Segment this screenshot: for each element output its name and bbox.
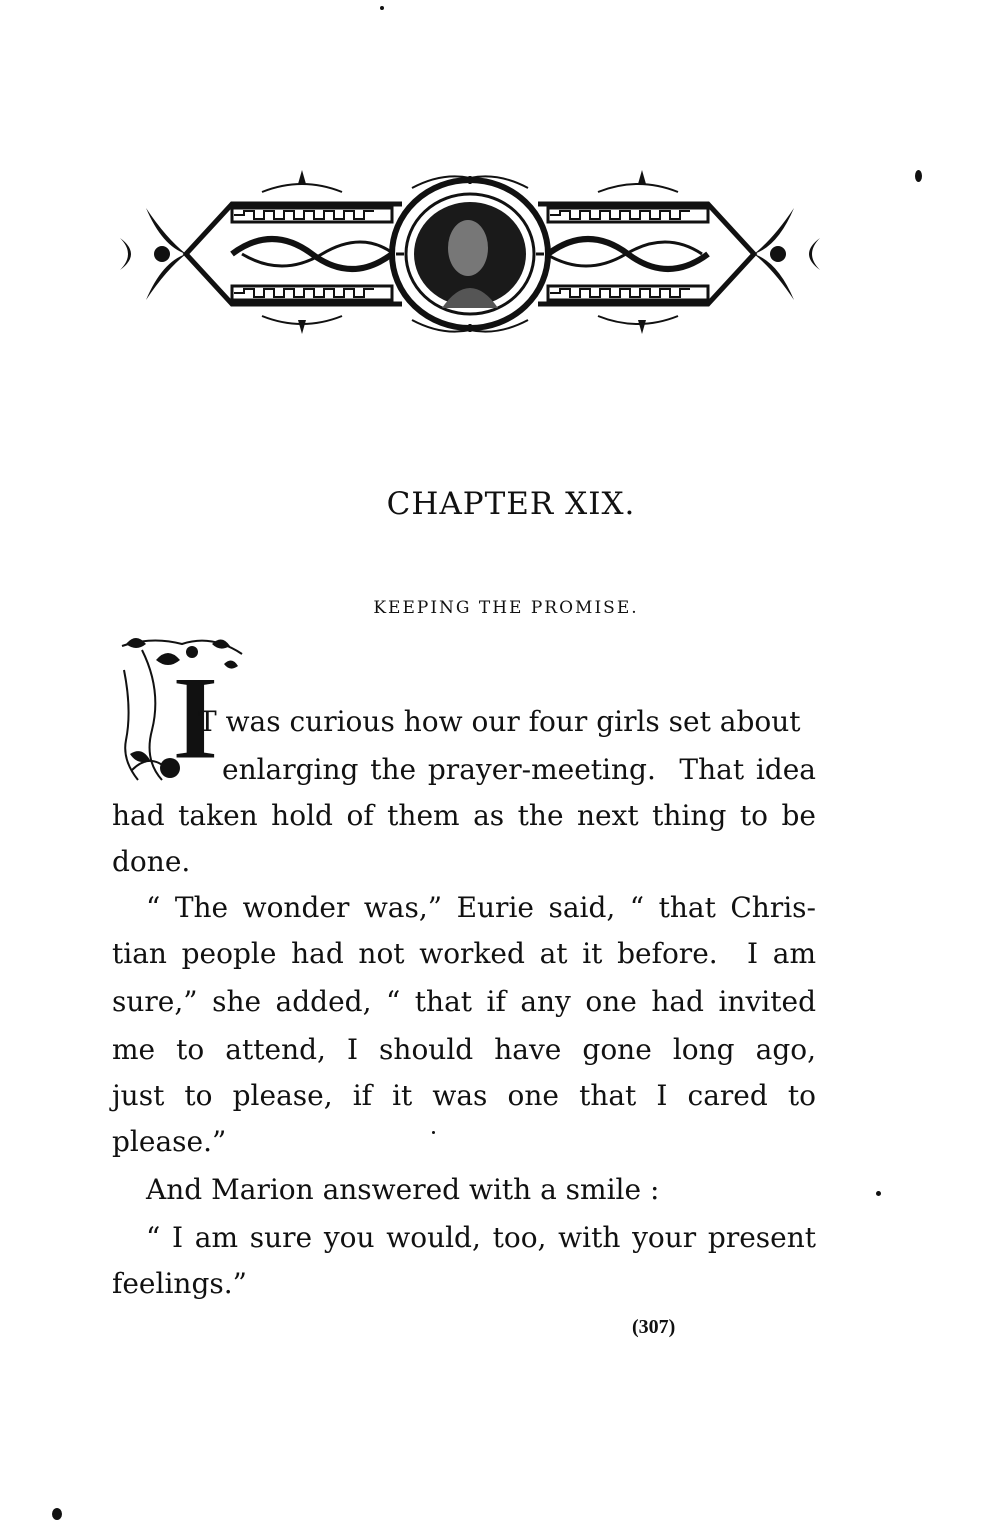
header-ornament xyxy=(112,168,828,336)
text-line: tian people had not worked at it before. I am xyxy=(112,937,816,970)
text-line: And Marion answered with a smile : xyxy=(146,1173,660,1206)
text-line: had taken hold of them as the next thing to be xyxy=(112,799,816,832)
text-line: “ I am sure you would, too, with your present xyxy=(146,1221,816,1254)
scan-speck xyxy=(876,1191,881,1196)
text-line: me to attend, I should have gone long ago, xyxy=(112,1033,816,1066)
dropcap-letter: I xyxy=(172,651,219,784)
scan-speck xyxy=(915,170,922,182)
text-line: T was curious how our four girls set about xyxy=(198,705,801,738)
chapter-title: CHAPTER XIX. xyxy=(386,486,636,522)
page-number: (307) xyxy=(632,1316,676,1338)
chapter-subtitle: KEEPING THE PROMISE. xyxy=(373,598,639,618)
text-line: please.” xyxy=(112,1125,227,1158)
text-line: feelings.” xyxy=(112,1267,247,1300)
text-line: sure,” she added, “ that if any one had invited xyxy=(112,985,816,1018)
text-line: done. xyxy=(112,845,191,878)
text-line: just to please, if it was one that I cared to xyxy=(112,1079,816,1112)
scan-speck xyxy=(432,1131,435,1134)
text-line: enlarging the prayer-meeting. That idea xyxy=(222,753,816,786)
text-line: “ The wonder was,” Eurie said, “ that Chris- xyxy=(146,891,816,924)
scan-speck xyxy=(52,1508,62,1520)
scan-speck xyxy=(380,6,384,10)
